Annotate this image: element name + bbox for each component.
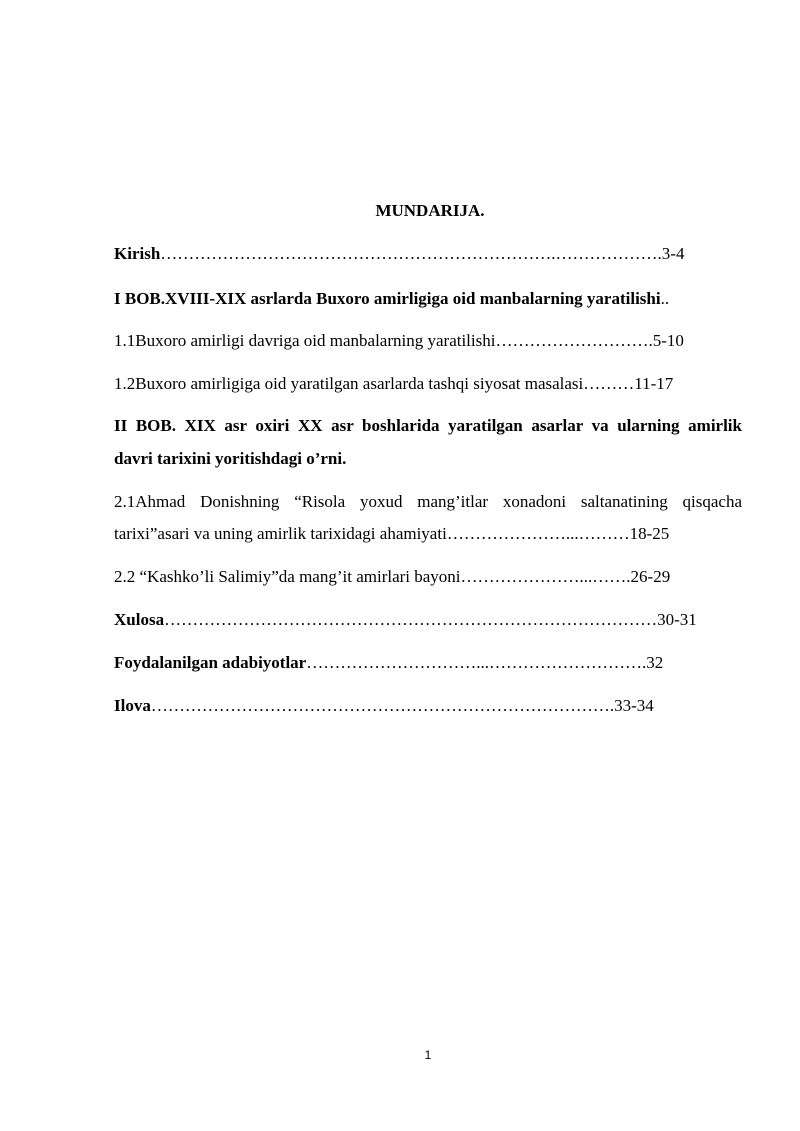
toc-entry-label: 1.1Buxoro amirligi davriga oid manbalarning yaratilishi — [114, 331, 496, 350]
toc-page-range: 3-4 — [661, 244, 685, 263]
toc-entry-label: Foydalanilgan adabiyotlar — [114, 653, 307, 672]
toc-page-range: 5-10 — [652, 331, 684, 350]
toc-entry-label: Xulosa — [114, 610, 165, 629]
toc-entry-label: 1.2Buxoro amirligiga oid yaratilgan asarlarda tashqi siyosat masalasi — [114, 374, 584, 393]
toc-entry-foydalanilgan-adabiyotlar — [114, 653, 663, 673]
toc-leader: ………………………. — [495, 331, 653, 350]
toc-leader: …………………………………………………………….………………. — [160, 244, 662, 263]
toc-entry-section-2-2 — [114, 567, 670, 587]
toc-entry-section-2-1-line1: 2.1Ahmad Donishning “Risola yoxud mang’itlar xonadoni saltanatining qisqacha — [114, 492, 742, 511]
toc-page-range: 32 — [646, 653, 664, 672]
toc-leader: …………………...……. — [460, 567, 631, 586]
toc-entry-section-1-1 — [114, 331, 684, 351]
toc-leader: .. — [660, 289, 670, 308]
toc-entry-label: Kirish — [114, 244, 161, 263]
toc-entry-label: I BOB.XVIII-XIX asrlarda Buxoro amirligiga oid manbalarning yaratilishi — [114, 289, 661, 308]
toc-leader: …………………...……… — [446, 524, 630, 543]
toc-entry-ilova — [114, 696, 654, 716]
toc-page-range: 18-25 — [629, 524, 670, 543]
toc-page-range: 30-31 — [657, 610, 697, 629]
toc-page-range: 26-29 — [630, 567, 671, 586]
page-number: 1 — [424, 1048, 432, 1062]
toc-leader: …………………………...………………………. — [306, 653, 647, 672]
toc-leader: ………………………………………………………………………. — [150, 696, 615, 715]
toc-page-range: 33-34 — [614, 696, 654, 715]
toc-entry-section-2-1-line2 — [114, 524, 669, 544]
toc-entry-chapter-1 — [114, 289, 669, 309]
toc-entry-kirish — [114, 244, 684, 264]
toc-entry-chapter-2-line2: davri tarixini yoritishdagi o’rni. — [114, 449, 347, 468]
toc-page-range: 11-17 — [634, 374, 674, 393]
toc-leader: …………………………………………………………………………… — [164, 610, 658, 629]
page-title: MUNDARIJA. — [375, 201, 485, 220]
toc-entry-label: tarixi”asari va uning amirlik tarixidagi ahamiyati — [114, 524, 447, 543]
toc-entry-chapter-2-line1: II BOB. XIX asr oxiri XX asr boshlarida yaratilgan asarlar va ularning amirlik — [114, 416, 742, 435]
toc-entry-label: 2.2 “Kashko’li Salimiy”da mang’it amirlari bayoni — [114, 567, 461, 586]
toc-entry-section-1-2 — [114, 374, 673, 394]
toc-leader: ……… — [583, 374, 635, 393]
toc-entry-xulosa — [114, 610, 697, 630]
toc-entry-label: Ilova — [114, 696, 151, 715]
